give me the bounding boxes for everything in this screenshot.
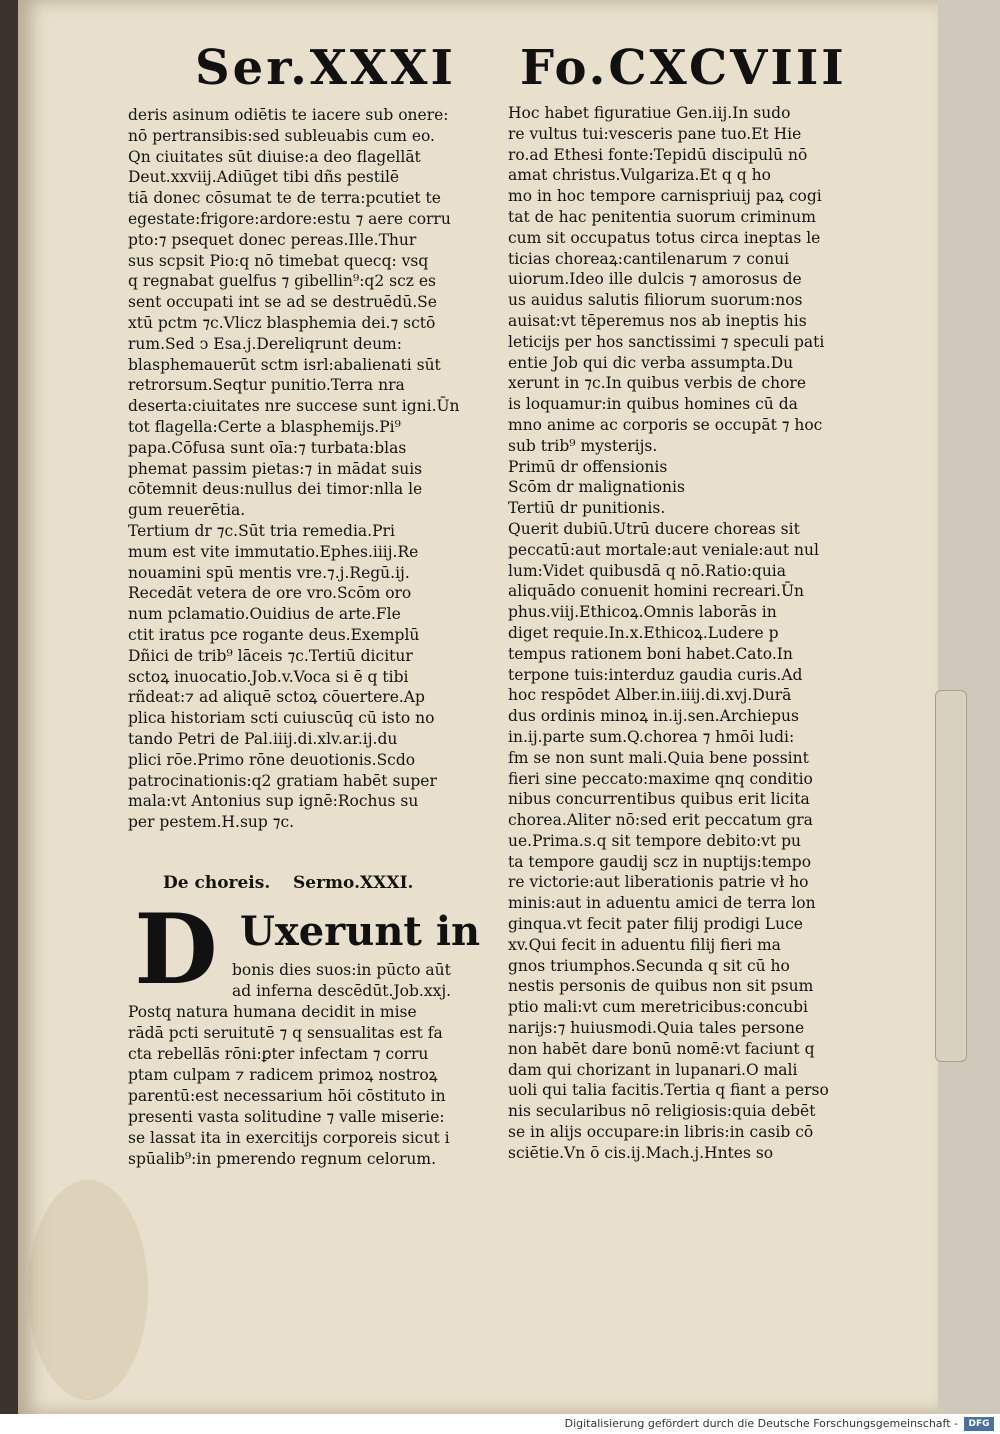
page-tab xyxy=(935,690,967,1062)
sermon-heading xyxy=(163,872,503,894)
text-line: nestis personis de quibus non sit psum xyxy=(508,977,814,996)
text-line: cta rebellās rōni:ꝑter infectam ⁊ corru xyxy=(128,1045,429,1063)
text-line: minis:aut in aduentu amici de terra lon xyxy=(508,894,816,913)
text-line: sctoꝝ inuocatio.Job.v.Voca si ē q tibi xyxy=(128,667,409,686)
text-line: Tertiū dr punitionis. xyxy=(508,499,666,518)
text-line: Hoc habet figuratiue Gen.iij.In sudo xyxy=(508,104,791,122)
text-line: xtū pctm ⁊c.Vlicz blasphemia dei.⁊ sctō xyxy=(128,313,436,332)
text-line: mno anime ac corporis se occupāt ⁊ hoc xyxy=(508,415,823,434)
decorated-initial: D xyxy=(134,893,218,1006)
text-line: non habēt dare bonū nomē:vt faciunt q xyxy=(508,1039,815,1058)
text-line: hoc respōdet Alber.in.iiij.di.xvj.Durā xyxy=(508,686,792,705)
text-line: fieri sine peccato:maxime qnq conditio xyxy=(508,769,813,788)
text-line: gum reuerētia. xyxy=(128,501,246,520)
text-line: se in alijs occupare:in libris:in casib cō xyxy=(508,1123,814,1142)
text-line: ticias choreaꝝ:cantilenarum ⁊ conui xyxy=(508,249,790,268)
text-line: Qn ciuitates sūt diuise:a deo flagellāt xyxy=(128,147,421,166)
text-line: narijs:⁊ huiusmodi.Quia tales persone xyxy=(508,1019,805,1038)
book-binding-edge xyxy=(0,0,20,1414)
right-text-column xyxy=(508,103,878,1164)
text-line: is loquamur:in quibus homines cū da xyxy=(508,395,798,414)
text-line: leticijs per hos sanctissimi ⁊ speculi pati xyxy=(508,332,825,351)
text-line: lum:Videt quibusdā q nō.Ratio:quia xyxy=(508,561,787,580)
text-line: gnos triumphos.Secunda q sit cū ho xyxy=(508,956,790,975)
text-line: sub trib⁹ mysterijs. xyxy=(508,436,658,455)
text-line: tot flagella:Certe a blasphemijs.Pi⁹ xyxy=(128,417,401,436)
text-line: Postq natura humana decidit in mise xyxy=(128,1003,417,1021)
text-line: plici rōe.Primo rōne deuotionis.Scdo xyxy=(128,750,416,769)
text-line: Scōm dr malignationis xyxy=(508,478,685,497)
text-line: terpone tuis:interduz gaudia curis.Ad xyxy=(508,665,803,684)
text-line: uoli qui talia facitis.Tertia q fiant a perso xyxy=(508,1081,829,1100)
sermon-number: Sermo.XXXI. xyxy=(293,873,414,893)
text-line: ta tempore gaudij scz in nuptijs:tempo xyxy=(508,852,812,871)
text-line: tat de hac penitentia suorum criminum xyxy=(508,207,816,226)
text-line: sus scpsit Pio:q nō timebat quecq: vsq xyxy=(128,251,429,270)
left-text-column xyxy=(128,105,498,833)
text-line: num pclamatio.Ouidius de arte.Fle xyxy=(128,605,401,624)
text-line: ptio mali:vt cum meretricibus:concubi xyxy=(508,998,808,1017)
text-line: ctit iratus pce rogante deus.Exemplū xyxy=(128,625,420,644)
text-line: sent occupati int se ad se destruēdū.Se xyxy=(128,293,437,312)
text-line: sciētie.Vn ō cis.ij.Mach.j.Hntes so xyxy=(508,1143,774,1162)
text-line: re vultus tui:vesceris pane tuo.Et Hie xyxy=(508,124,802,143)
text-line: rñdeat:⁊ ad aliquē sctoꝝ cōuertere.Ap xyxy=(128,688,425,707)
text-line: nis secularibus nō religiosis:quia debēt xyxy=(508,1102,816,1121)
text-line: nō pertransibis:sed subleuabis cum eo. xyxy=(128,126,435,145)
footer-bar xyxy=(0,1414,1000,1434)
text-line: bonis dies suos:in pūcto aūt xyxy=(232,961,451,979)
header-folio-number: Fo.CXCVIII xyxy=(520,40,847,96)
text-line: tando Petri de Pal.iiij.di.xlv.ar.ij.du xyxy=(128,729,398,748)
text-line: ginqua.vt fecit pater filij prodigi Luce xyxy=(508,915,803,934)
text-line: deris asinum odiētis te iacere sub onere: xyxy=(128,106,449,124)
sermon-text xyxy=(128,1002,503,1170)
text-line: q regnabat guelfus ⁊ gibellin⁹:q2 scz es xyxy=(128,272,436,291)
text-line: tempus rationem boni habet.Cato.In xyxy=(508,644,793,663)
text-line: papa.Cōfusa sunt oīa:⁊ turbata:blas xyxy=(128,438,407,457)
text-line: se lassat ita in exercitijs corporeis sicut i xyxy=(128,1129,450,1147)
text-line: amat christus.Vulgariza.Et q q ho xyxy=(508,166,771,185)
text-line: cum sit occupatus totus circa ineptas le xyxy=(508,228,821,247)
text-line: presenti vasta solitudine ⁊ valle miserie: xyxy=(128,1108,445,1126)
text-line: cōtemnit deus:nullus dei timor:nlla le xyxy=(128,480,423,499)
text-line: egestate:frigore:ardore:estu ⁊ aere corru xyxy=(128,209,451,228)
text-line: ro.ad Ethesi fonte:Tepidū discipulū nō xyxy=(508,145,808,164)
text-line: Recedāt vetera de ore vro.Scōm oro xyxy=(128,584,412,603)
text-line: Tertium dr ⁊c.Sūt tria remedia.Pri xyxy=(128,521,395,540)
text-line: deserta:ciuitates nre succese sunt igni.Ūn xyxy=(128,397,460,416)
funding-notice: Digitalisierung gefördert durch die Deutsche Forschungsgemeinschaft - xyxy=(564,1417,958,1430)
text-line: mo in hoc tempore carnispriuij paꝝ cogi xyxy=(508,187,822,206)
text-line: aliquādo conuenit homini recreari.Ūn xyxy=(508,582,804,601)
text-line: Primū dr offensionis xyxy=(508,457,668,476)
text-line: entie Job qui dic verba assumpta.Du xyxy=(508,353,794,372)
text-line: uiorum.Ideo ille dulcis ⁊ amorosus de xyxy=(508,270,802,289)
text-line: pto:⁊ psequet donec pereas.Ille.Thur xyxy=(128,230,417,249)
text-line: fm se non sunt mali.Quia bene possint xyxy=(508,748,809,767)
text-line: auisat:vt tēperemus nos ab ineptis his xyxy=(508,311,807,330)
text-line: plica historiam scti cuiuscūq cū isto no xyxy=(128,709,435,728)
paper-stain xyxy=(28,1180,148,1400)
text-line: chorea.Aliter nō:sed erit peccatum gra xyxy=(508,811,813,830)
header-sermon-number: Ser.XXXI xyxy=(195,40,456,96)
text-line: spūalib⁹:in pmerendo regnum celorum. xyxy=(128,1150,437,1168)
sermon-text-beside-initial xyxy=(232,960,507,1002)
text-line: dam qui chorizant in lupanari.O mali xyxy=(508,1060,798,1079)
text-line: rādā pcti seruitutē ⁊ q sensualitas est fa xyxy=(128,1024,443,1042)
text-line: diget requie.In.x.Ethicoꝝ.Ludere p xyxy=(508,623,779,642)
text-line: rum.Sed ↄ Esa.j.Dereliqrunt deum: xyxy=(128,334,402,353)
text-line: retrorsum.Seqtur punitio.Terra nra xyxy=(128,376,405,395)
text-line: nouamini spū mentis vre.⁊.j.Regū.ij. xyxy=(128,563,410,582)
text-line: phus.viij.Ethicoꝝ.Omnis laborās in xyxy=(508,603,777,622)
sermon-title: De choreis. xyxy=(163,873,271,893)
text-line: Dñici de trib⁹ lāceis ⁊c.Tertiū dicitur xyxy=(128,646,413,665)
text-line: nibus concurrentibus quibus erit licita xyxy=(508,790,810,809)
text-line: parentū:est necessarium hōi cōstituto in xyxy=(128,1087,446,1105)
text-line: us auidus salutis filiorum suorum:nos xyxy=(508,291,803,310)
text-line: per pestem.H.sup ⁊c. xyxy=(128,813,295,832)
text-line: blasphemauerūt sctm isrl:abalienati sūt xyxy=(128,355,441,374)
text-line: dus ordinis minoꝝ in.ij.sen.Archiepus xyxy=(508,707,799,726)
text-line: ad inferna descēdūt.Job.xxj. xyxy=(232,982,452,1000)
text-line: xerunt in ⁊c.In quibus verbis de chore xyxy=(508,374,807,393)
running-header xyxy=(195,38,847,98)
text-line: mala:vt Antonius sup ignē:Rochus su xyxy=(128,792,419,811)
sermon-incipit: Uxerunt in xyxy=(240,908,481,955)
text-line: Deut.xxviij.Adiūget tibi dñs pestilē xyxy=(128,168,400,187)
text-line: ue.Prima.s.q sit tempore debito:vt pu xyxy=(508,831,801,850)
text-line: mum est vite immutatio.Ephes.iiij.Re xyxy=(128,542,419,561)
text-line: peccatū:aut mortale:aut veniale:aut nul xyxy=(508,540,819,559)
text-line: re victorie:aut liberationis patrie vł ho xyxy=(508,873,809,892)
text-line: xv.Qui fecit in aduentu filij fieri ma xyxy=(508,935,781,954)
text-line: in.ij.parte sum.Q.chorea ⁊ hmōi ludi: xyxy=(508,727,795,746)
text-line: ptam culpam ⁊ radicem primoꝝ nostroꝝ xyxy=(128,1066,438,1084)
text-line: patrocinationis:q2 gratiam habēt super xyxy=(128,771,437,790)
text-line: tiā donec cōsumat te de terra:pcutiet te xyxy=(128,189,441,208)
text-line: Querit dubiū.Utrū ducere choreas sit xyxy=(508,519,800,538)
text-line: phemat passim pietas:⁊ in mādat suis xyxy=(128,459,423,478)
dfg-logo: DFG xyxy=(964,1417,994,1431)
